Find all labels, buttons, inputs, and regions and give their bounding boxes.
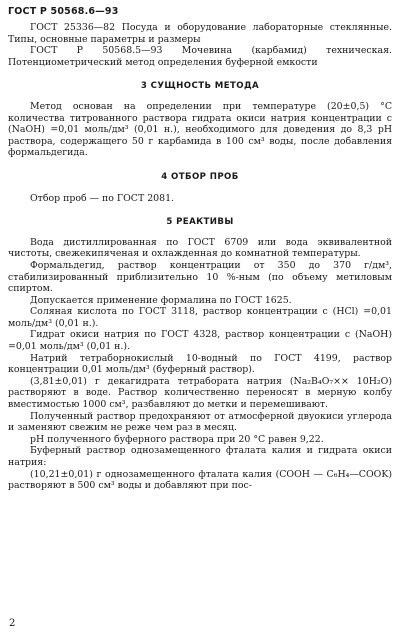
reagent-paragraph: Натрий тетраборнокислый 10-водный по ГОСТ 4199, раствор концентрации 0,01 моль/дм³ (буферный раствор). [8,352,392,376]
section-paragraph: Отбор проб — по ГОСТ 2081. [30,192,175,204]
document-body [8,22,392,492]
reagent-paragraph: pH полученного буферного раствора при 20 °С равен 9,22. [30,433,324,445]
section-paragraph: Метод основан на определении при температуре (20±0,5) °С количества титрованного раствора гидрата окиси натрия концентрации c (NaOH) =0,01 моль/дм³ (0,01 н.), необходимого для доведения до 8,3 pH раствора, содержащего 50 г карбамида в 100 см³ воды, после добавления формальдегида. [8,100,392,159]
section-heading: 5 РЕАКТИВЫ [166,217,234,228]
section-heading: 3 СУЩНОСТЬ МЕТОДА [140,81,260,92]
reagent-paragraph: (10,21±0,01) г однозамещенного фталата калия (COOH — C₆H₄—COOK) растворяют в 500 см³ воды и добавляют при пос- [8,468,392,492]
page-number: 2 [9,618,16,629]
ref-paragraph: ГОСТ 25336—82 Посуда и оборудование лабораторные стеклянные. Типы, основные параметры и размеры [8,22,392,45]
reagent-paragraph: (3,81±0,01) г декагидрата тетрабората натрия (Na₂B₄O₇×× 10H₂O) растворяют в воде. Раствор количественно переносят в мерную колбу вместимостью 1000 см³, разбавляют до метки и перемешивают. [8,375,392,411]
reagent-paragraph: Формальдегид, раствор концентрации от 350 до 370 г/дм³, стабилизированный приблизительно 10 %-ным (по объему метиловым спиртом. [8,259,392,295]
section-heading: 4 ОТБОР ПРОБ [161,171,239,182]
reagent-paragraph: Соляная кислота по ГОСТ 3118, раствор концентрации c (HCl) =0,01 моль/дм³ (0,01 н.). [8,306,392,329]
page-header: ГОСТ Р 50568.6—93 [8,6,119,17]
reagent-paragraph: Полученный раствор предохраняют от атмосферной двуокиси углерода и заменяют свежим не реже чем раз в месяц. [8,410,392,434]
reagent-paragraph: Вода дистиллированная по ГОСТ 6709 или вода эквивалентной чистоты, свежекипяченая и охлажденная до комнатной температуры. [8,236,392,260]
reagent-paragraph: Буферный раствор однозамещенного фталата калия и гидрата окиси натрия: [8,445,392,468]
ref-paragraph: ГОСТ Р 50568.5—93 Мочевина (карбамид) техническая. Потенциометрический метод определения буферной емкости [8,45,392,68]
reagent-paragraph: Допускается применение формалина по ГОСТ 1625. [30,294,292,306]
reagent-paragraph: Гидрат окиси натрия по ГОСТ 4328, раствор концентрации c (NaOH) =0,01 моль/дм³ (0,01 н.). [8,329,392,353]
